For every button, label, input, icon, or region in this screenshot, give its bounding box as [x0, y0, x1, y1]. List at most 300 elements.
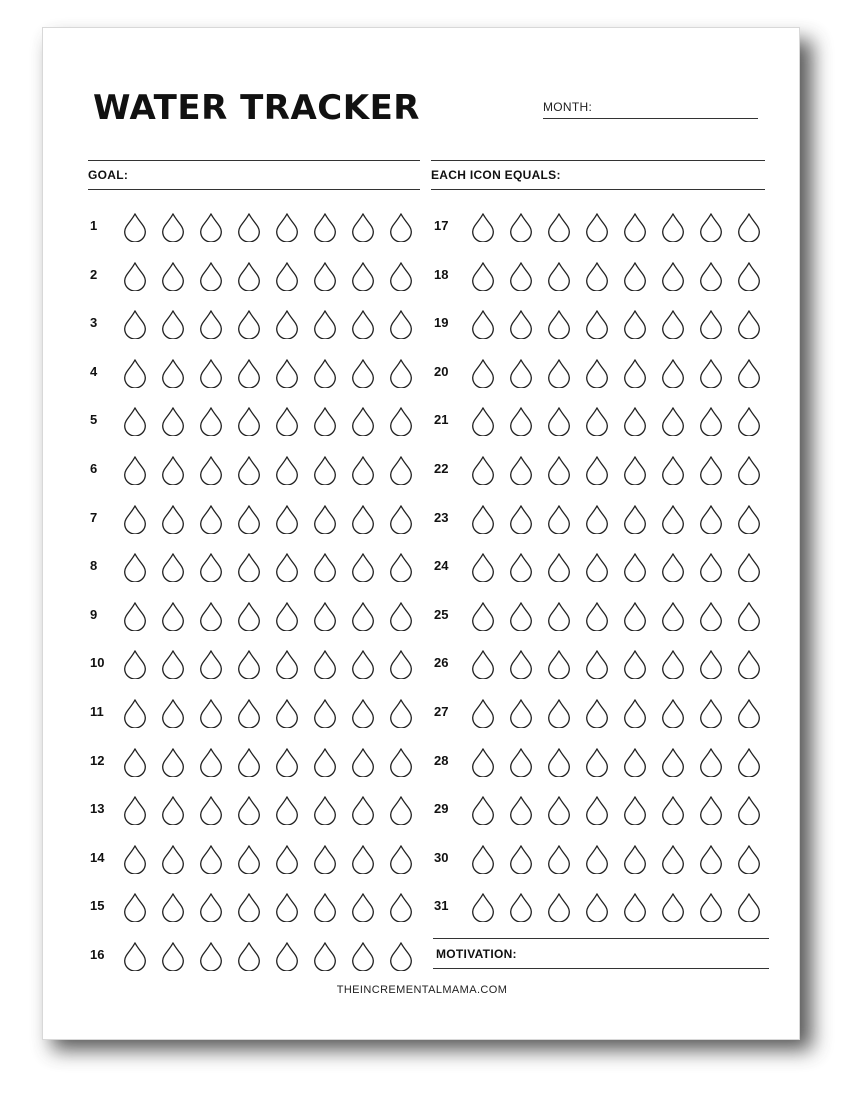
water-drop-icon[interactable]: [235, 406, 263, 436]
water-drop-icon[interactable]: [735, 601, 763, 631]
water-drop-icon[interactable]: [545, 747, 573, 777]
water-drop-icon[interactable]: [507, 406, 535, 436]
water-drop-icon[interactable]: [197, 844, 225, 874]
water-drop-icon[interactable]: [545, 309, 573, 339]
water-drop-icon[interactable]: [349, 795, 377, 825]
water-drop-icon[interactable]: [311, 552, 339, 582]
day-row: [434, 504, 773, 534]
water-drop-icon[interactable]: [121, 212, 149, 242]
water-drop-icon[interactable]: [349, 212, 377, 242]
water-drop-icon[interactable]: [659, 504, 687, 534]
water-drop-icon[interactable]: [697, 747, 725, 777]
water-drop-icon[interactable]: [583, 795, 611, 825]
day-number: 12: [90, 752, 105, 768]
water-drop-icon[interactable]: [469, 455, 497, 485]
water-drop-icon[interactable]: [469, 552, 497, 582]
water-drop-icon[interactable]: [621, 358, 649, 388]
water-drop-icon[interactable]: [735, 358, 763, 388]
water-drop-icon[interactable]: [273, 309, 301, 339]
water-drop-icon[interactable]: [659, 212, 687, 242]
water-drop-icon[interactable]: [621, 649, 649, 679]
water-drop-icon[interactable]: [121, 795, 149, 825]
water-drop-icon[interactable]: [545, 261, 573, 291]
water-drop-icon[interactable]: [697, 649, 725, 679]
water-drop-icon[interactable]: [621, 747, 649, 777]
water-drop-icon[interactable]: [159, 649, 187, 679]
water-drop-icon[interactable]: [235, 212, 263, 242]
water-drop-icon[interactable]: [697, 892, 725, 922]
water-drop-icon[interactable]: [583, 892, 611, 922]
water-drop-icon[interactable]: [121, 358, 149, 388]
water-drop-icon[interactable]: [121, 844, 149, 874]
water-drop-icon[interactable]: [659, 261, 687, 291]
water-drop-icon[interactable]: [659, 649, 687, 679]
water-drop-icon[interactable]: [621, 406, 649, 436]
water-drop-icon[interactable]: [507, 212, 535, 242]
each-icon-top-line: [431, 160, 765, 161]
water-drop-icon[interactable]: [235, 552, 263, 582]
day-row: [434, 892, 773, 922]
water-drop-icon[interactable]: [659, 892, 687, 922]
motivation-input-line[interactable]: [433, 968, 769, 969]
day-number: 6: [90, 461, 98, 476]
water-drop-icon[interactable]: [735, 649, 763, 679]
day-number: 30: [434, 849, 449, 865]
water-drop-icon[interactable]: [349, 844, 377, 874]
water-drop-icon[interactable]: [507, 601, 535, 631]
water-drop-icon[interactable]: [469, 212, 497, 242]
water-drop-icon[interactable]: [311, 309, 339, 339]
day-row: [434, 406, 773, 436]
water-drop-icon[interactable]: [273, 601, 301, 631]
water-drop-icon[interactable]: [159, 455, 187, 485]
water-drop-icon[interactable]: [387, 212, 415, 242]
water-drop-icon[interactable]: [507, 649, 535, 679]
water-drop-icon[interactable]: [197, 552, 225, 582]
water-drop-icon[interactable]: [697, 795, 725, 825]
water-drop-icon[interactable]: [273, 261, 301, 291]
water-drop-icon[interactable]: [697, 406, 725, 436]
water-drop-icon[interactable]: [273, 212, 301, 242]
day-row: [90, 212, 425, 242]
day-row: [434, 212, 773, 242]
water-drop-icon[interactable]: [197, 406, 225, 436]
water-drop-icon[interactable]: [159, 552, 187, 582]
water-drop-icon[interactable]: [197, 941, 225, 971]
water-drop-icon[interactable]: [273, 455, 301, 485]
water-drop-icon[interactable]: [735, 212, 763, 242]
water-drop-icon[interactable]: [159, 601, 187, 631]
day-row: [434, 261, 773, 291]
water-drop-icon[interactable]: [311, 649, 339, 679]
water-drop-icon[interactable]: [545, 212, 573, 242]
water-drop-icon[interactable]: [735, 309, 763, 339]
water-drop-icon[interactable]: [349, 358, 377, 388]
water-drop-icon[interactable]: [545, 552, 573, 582]
water-drop-icon[interactable]: [621, 844, 649, 874]
water-drop-icon[interactable]: [583, 649, 611, 679]
water-drop-icon[interactable]: [697, 261, 725, 291]
water-drop-icon[interactable]: [387, 552, 415, 582]
water-drop-icon[interactable]: [311, 504, 339, 534]
water-drop-icon[interactable]: [235, 747, 263, 777]
day-row: [434, 844, 773, 874]
water-drop-icon[interactable]: [349, 455, 377, 485]
water-drop-icon[interactable]: [349, 552, 377, 582]
day-number: 21: [434, 412, 449, 428]
water-drop-icon[interactable]: [735, 747, 763, 777]
water-drop-icon[interactable]: [273, 504, 301, 534]
goal-top-line: [88, 160, 420, 161]
water-drop-icon[interactable]: [507, 747, 535, 777]
water-drop-icon[interactable]: [583, 504, 611, 534]
day-number: 7: [90, 509, 98, 525]
day-number: 1: [90, 218, 98, 233]
water-drop-icon[interactable]: [197, 892, 225, 922]
water-drop-icon[interactable]: [273, 552, 301, 582]
water-drop-icon[interactable]: [159, 358, 187, 388]
day-row: [434, 747, 773, 777]
water-drop-icon[interactable]: [235, 504, 263, 534]
water-drop-icon[interactable]: [697, 504, 725, 534]
goal-input-line[interactable]: [88, 189, 420, 190]
water-drop-icon[interactable]: [583, 358, 611, 388]
water-drop-icon[interactable]: [349, 309, 377, 339]
water-drop-icon[interactable]: [621, 698, 649, 728]
water-drop-icon[interactable]: [621, 261, 649, 291]
water-drop-icon[interactable]: [583, 212, 611, 242]
day-row: [434, 309, 773, 339]
water-drop-icon[interactable]: [735, 504, 763, 534]
water-drop-icon[interactable]: [349, 747, 377, 777]
water-drop-icon[interactable]: [235, 601, 263, 631]
water-drop-icon[interactable]: [545, 406, 573, 436]
water-drop-icon[interactable]: [659, 698, 687, 728]
water-drop-icon[interactable]: [121, 649, 149, 679]
day-row: [90, 601, 425, 631]
water-drop-icon[interactable]: [349, 601, 377, 631]
water-drop-icon[interactable]: [659, 795, 687, 825]
water-drop-icon[interactable]: [387, 504, 415, 534]
water-drop-icon[interactable]: [349, 892, 377, 922]
month-label: MONTH:: [543, 100, 593, 114]
water-drop-icon[interactable]: [311, 747, 339, 777]
water-drop-icon[interactable]: [697, 358, 725, 388]
water-drop-icon[interactable]: [735, 795, 763, 825]
water-drop-icon[interactable]: [583, 406, 611, 436]
water-drop-icon[interactable]: [197, 601, 225, 631]
water-drop-icon[interactable]: [311, 455, 339, 485]
water-drop-icon[interactable]: [235, 455, 263, 485]
water-drop-icon[interactable]: [387, 601, 415, 631]
water-drop-icon[interactable]: [121, 406, 149, 436]
day-number: 27: [434, 704, 449, 719]
water-drop-icon[interactable]: [583, 844, 611, 874]
water-drop-icon[interactable]: [583, 747, 611, 777]
water-drop-icon[interactable]: [197, 747, 225, 777]
water-drop-icon[interactable]: [349, 698, 377, 728]
water-drop-icon[interactable]: [507, 309, 535, 339]
water-drop-icon[interactable]: [621, 212, 649, 242]
day-number: 24: [434, 558, 449, 574]
water-drop-icon[interactable]: [159, 504, 187, 534]
day-number: 19: [434, 315, 449, 331]
water-drop-icon[interactable]: [545, 844, 573, 874]
water-drop-icon[interactable]: [121, 698, 149, 728]
water-drop-icon[interactable]: [121, 552, 149, 582]
water-drop-icon[interactable]: [121, 747, 149, 777]
water-drop-icon[interactable]: [659, 309, 687, 339]
water-drop-icon[interactable]: [507, 358, 535, 388]
day-row: [434, 552, 773, 582]
day-row: [90, 892, 425, 922]
water-drop-icon[interactable]: [659, 552, 687, 582]
month-input-line[interactable]: [543, 118, 758, 119]
water-drop-icon[interactable]: [545, 649, 573, 679]
water-drop-icon[interactable]: [311, 844, 339, 874]
water-drop-icon[interactable]: [159, 747, 187, 777]
water-drop-icon[interactable]: [697, 601, 725, 631]
water-drop-icon[interactable]: [235, 941, 263, 971]
water-drop-icon[interactable]: [545, 892, 573, 922]
water-drop-icon[interactable]: [507, 892, 535, 922]
water-drop-icon[interactable]: [507, 844, 535, 874]
water-drop-icon[interactable]: [583, 601, 611, 631]
water-drop-icon[interactable]: [159, 892, 187, 922]
water-drop-icon[interactable]: [469, 844, 497, 874]
day-number: 8: [90, 558, 98, 574]
water-drop-icon[interactable]: [387, 406, 415, 436]
day-number: 10: [90, 655, 105, 671]
water-drop-icon[interactable]: [197, 698, 225, 728]
day-number: 9: [90, 606, 98, 622]
water-drop-icon[interactable]: [735, 844, 763, 874]
water-drop-icon[interactable]: [621, 795, 649, 825]
water-drop-icon[interactable]: [387, 844, 415, 874]
water-drop-icon[interactable]: [545, 358, 573, 388]
water-drop-icon[interactable]: [197, 261, 225, 291]
water-drop-icon[interactable]: [121, 601, 149, 631]
water-drop-icon[interactable]: [311, 795, 339, 825]
day-row: [90, 552, 425, 582]
water-drop-icon[interactable]: [311, 358, 339, 388]
water-drop-icon[interactable]: [235, 261, 263, 291]
water-drop-icon[interactable]: [197, 309, 225, 339]
day-row: [434, 698, 773, 728]
water-drop-icon[interactable]: [507, 552, 535, 582]
water-drop-icon[interactable]: [349, 504, 377, 534]
each-icon-input-line[interactable]: [431, 189, 765, 190]
water-drop-icon[interactable]: [387, 795, 415, 825]
water-drop-icon[interactable]: [659, 455, 687, 485]
water-drop-icon[interactable]: [159, 406, 187, 436]
water-drop-icon[interactable]: [735, 892, 763, 922]
water-drop-icon[interactable]: [159, 212, 187, 242]
water-drop-icon[interactable]: [273, 406, 301, 436]
water-drop-icon[interactable]: [235, 649, 263, 679]
water-drop-icon[interactable]: [387, 698, 415, 728]
water-drop-icon[interactable]: [621, 552, 649, 582]
water-drop-icon[interactable]: [621, 309, 649, 339]
water-drop-icon[interactable]: [545, 601, 573, 631]
water-drop-icon[interactable]: [545, 698, 573, 728]
water-drop-icon[interactable]: [735, 698, 763, 728]
water-drop-icon[interactable]: [121, 261, 149, 291]
water-drop-icon[interactable]: [311, 698, 339, 728]
water-drop-icon[interactable]: [735, 552, 763, 582]
water-drop-icon[interactable]: [387, 941, 415, 971]
day-number: 2: [90, 266, 98, 282]
water-drop-icon[interactable]: [659, 406, 687, 436]
water-drop-icon[interactable]: [311, 601, 339, 631]
day-row: [90, 941, 425, 971]
water-drop-icon[interactable]: [583, 552, 611, 582]
water-drop-icon[interactable]: [273, 892, 301, 922]
water-drop-icon[interactable]: [507, 795, 535, 825]
water-drop-icon[interactable]: [273, 747, 301, 777]
water-drop-icon[interactable]: [311, 892, 339, 922]
water-drop-icon[interactable]: [121, 892, 149, 922]
day-number: 3: [90, 315, 98, 331]
water-drop-icon[interactable]: [273, 698, 301, 728]
day-number: 11: [90, 704, 104, 719]
water-drop-icon[interactable]: [697, 698, 725, 728]
water-drop-icon[interactable]: [387, 358, 415, 388]
water-drop-icon[interactable]: [121, 455, 149, 485]
water-drop-icon[interactable]: [697, 455, 725, 485]
water-drop-icon[interactable]: [583, 309, 611, 339]
water-drop-icon[interactable]: [659, 747, 687, 777]
water-drop-icon[interactable]: [697, 212, 725, 242]
water-drop-icon[interactable]: [469, 601, 497, 631]
water-drop-icon[interactable]: [235, 698, 263, 728]
water-drop-icon[interactable]: [469, 261, 497, 291]
day-number: 16: [90, 947, 105, 962]
day-row: [90, 844, 425, 874]
water-drop-icon[interactable]: [387, 455, 415, 485]
water-drop-icon[interactable]: [735, 261, 763, 291]
day-row: [434, 795, 773, 825]
day-row: [90, 747, 425, 777]
water-drop-icon[interactable]: [159, 698, 187, 728]
water-drop-icon[interactable]: [387, 309, 415, 339]
water-drop-icon[interactable]: [387, 892, 415, 922]
water-drop-icon[interactable]: [469, 892, 497, 922]
day-number: 13: [90, 801, 105, 817]
day-row: [90, 406, 425, 436]
day-number: 28: [434, 752, 449, 768]
water-drop-icon[interactable]: [273, 844, 301, 874]
water-drop-icon[interactable]: [387, 747, 415, 777]
water-drop-icon[interactable]: [469, 795, 497, 825]
water-drop-icon[interactable]: [349, 941, 377, 971]
water-drop-icon[interactable]: [469, 406, 497, 436]
water-drop-icon[interactable]: [387, 649, 415, 679]
water-drop-icon[interactable]: [735, 406, 763, 436]
water-drop-icon[interactable]: [507, 455, 535, 485]
water-drop-icon[interactable]: [545, 795, 573, 825]
water-drop-icon[interactable]: [235, 309, 263, 339]
water-drop-icon[interactable]: [197, 212, 225, 242]
water-drop-icon[interactable]: [197, 455, 225, 485]
water-drop-icon[interactable]: [469, 747, 497, 777]
water-drop-icon[interactable]: [235, 844, 263, 874]
water-drop-icon[interactable]: [697, 552, 725, 582]
water-drop-icon[interactable]: [273, 358, 301, 388]
water-drop-icon[interactable]: [583, 455, 611, 485]
water-drop-icon[interactable]: [659, 844, 687, 874]
water-drop-icon[interactable]: [735, 455, 763, 485]
water-drop-icon[interactable]: [621, 892, 649, 922]
water-drop-icon[interactable]: [349, 406, 377, 436]
water-drop-icon[interactable]: [235, 892, 263, 922]
day-number: 22: [434, 461, 449, 476]
water-drop-icon[interactable]: [121, 941, 149, 971]
water-drop-icon[interactable]: [545, 504, 573, 534]
water-drop-icon[interactable]: [235, 795, 263, 825]
day-number: 4: [90, 363, 98, 379]
water-drop-icon[interactable]: [159, 941, 187, 971]
water-drop-icon[interactable]: [197, 358, 225, 388]
water-drop-icon[interactable]: [507, 261, 535, 291]
water-drop-icon[interactable]: [469, 649, 497, 679]
water-drop-icon[interactable]: [621, 455, 649, 485]
water-drop-icon[interactable]: [621, 504, 649, 534]
water-drop-icon[interactable]: [697, 309, 725, 339]
water-drop-icon[interactable]: [659, 358, 687, 388]
water-drop-icon[interactable]: [197, 795, 225, 825]
day-number: 25: [434, 606, 449, 622]
water-drop-icon[interactable]: [507, 504, 535, 534]
water-drop-icon[interactable]: [273, 795, 301, 825]
water-drop-icon[interactable]: [311, 406, 339, 436]
water-drop-icon[interactable]: [545, 455, 573, 485]
water-drop-icon[interactable]: [621, 601, 649, 631]
water-drop-icon[interactable]: [197, 649, 225, 679]
water-drop-icon[interactable]: [507, 698, 535, 728]
water-drop-icon[interactable]: [159, 309, 187, 339]
day-row: [434, 455, 773, 485]
water-drop-icon[interactable]: [311, 261, 339, 291]
day-number: 31: [434, 898, 449, 914]
water-drop-icon[interactable]: [311, 941, 339, 971]
water-drop-icon[interactable]: [469, 358, 497, 388]
day-number: 14: [90, 849, 105, 865]
day-number: 29: [434, 801, 449, 817]
water-drop-icon[interactable]: [469, 698, 497, 728]
water-drop-icon[interactable]: [121, 309, 149, 339]
water-drop-icon[interactable]: [121, 504, 149, 534]
water-drop-icon[interactable]: [159, 844, 187, 874]
water-drop-icon[interactable]: [159, 261, 187, 291]
water-drop-icon[interactable]: [583, 261, 611, 291]
water-drop-icon[interactable]: [349, 261, 377, 291]
water-drop-icon[interactable]: [387, 261, 415, 291]
water-drop-icon[interactable]: [235, 358, 263, 388]
water-drop-icon[interactable]: [469, 309, 497, 339]
water-drop-icon[interactable]: [349, 649, 377, 679]
water-drop-icon[interactable]: [197, 504, 225, 534]
water-drop-icon[interactable]: [697, 844, 725, 874]
water-drop-icon[interactable]: [159, 795, 187, 825]
day-row: [90, 698, 425, 728]
water-drop-icon[interactable]: [583, 698, 611, 728]
water-drop-icon[interactable]: [273, 941, 301, 971]
water-drop-icon[interactable]: [273, 649, 301, 679]
water-drop-icon[interactable]: [659, 601, 687, 631]
water-drop-icon[interactable]: [311, 212, 339, 242]
water-drop-icon[interactable]: [469, 504, 497, 534]
